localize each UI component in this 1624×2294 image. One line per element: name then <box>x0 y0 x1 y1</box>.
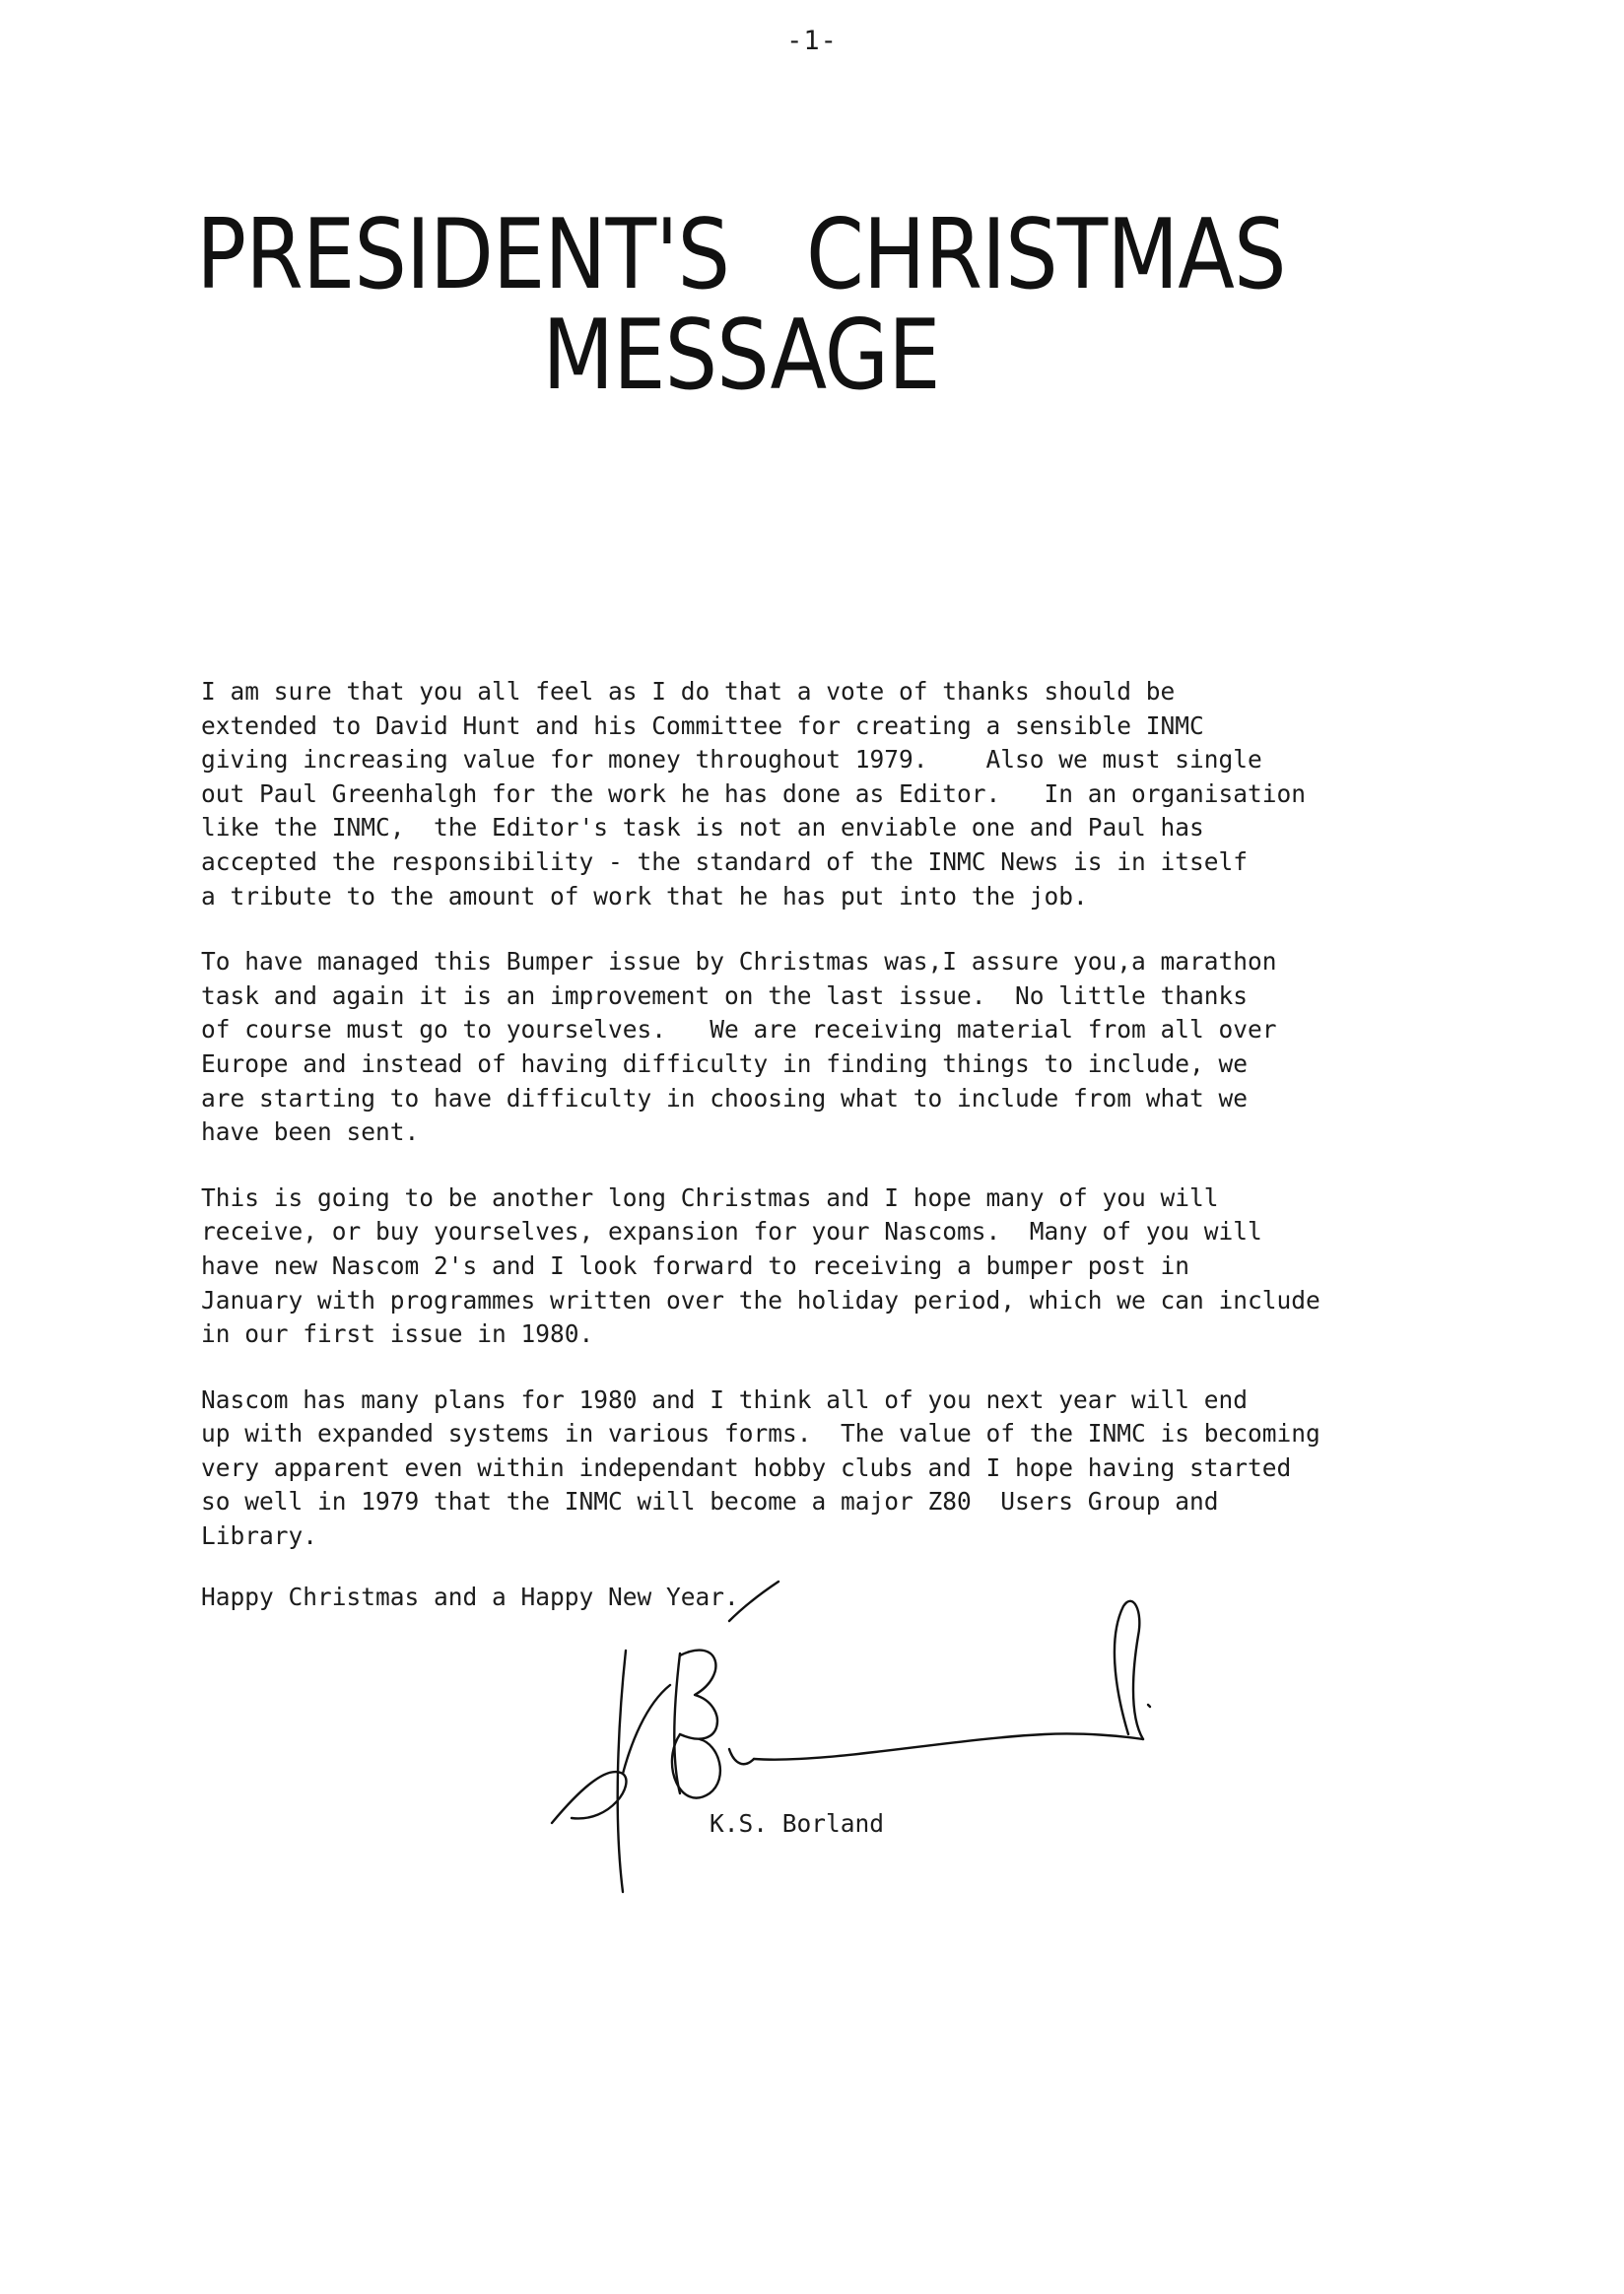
text-line: a tribute to the amount of work that he has put into the job. <box>201 881 1088 911</box>
text-line: accepted the responsibility - the standard of the INMC News is in itself <box>201 846 1249 876</box>
paragraph <box>201 1383 1541 1554</box>
text-line: Europe and instead of having difficulty in finding things to include, we <box>201 1048 1249 1078</box>
text-line: in our first issue in 1980. <box>201 1319 594 1349</box>
title-line-2: MESSAGE <box>542 300 940 412</box>
paragraph <box>201 1181 1541 1352</box>
text-line: have new Nascom 2's and I look forward to receiving a bumper post in <box>201 1250 1190 1280</box>
letter-body <box>201 675 1541 1586</box>
paragraph <box>201 675 1541 913</box>
text-line: up with expanded systems in various forms. The value of the INMC is becoming <box>201 1419 1320 1449</box>
text-line: very apparent even within independant hobby clubs and I hope having started <box>201 1452 1292 1482</box>
text-line: This is going to be another long Christmas and I hope many of you will <box>201 1182 1219 1212</box>
text-line: Nascom has many plans for 1980 and I think all of you next year will end <box>201 1384 1249 1414</box>
text-line: task and again it is an improvement on the last issue. No little thanks <box>201 980 1249 1010</box>
handwritten-signature <box>532 1567 1202 1922</box>
text-line: like the INMC, the Editor's task is not an enviable one and Paul has <box>201 813 1204 843</box>
title-line-1: PRESIDENT'S CHRISTMAS <box>196 199 1286 311</box>
text-line: out Paul Greenhalgh for the work he has done as Editor. In an organisation <box>201 778 1307 808</box>
text-line: so well in 1979 that the INMC will become a major Z80 Users Group and <box>201 1487 1219 1517</box>
text-line: January with programmes written over the holiday period, which we can include <box>201 1285 1320 1315</box>
text-line: receive, or buy yourselves, expansion for your Nascoms. Many of you will <box>201 1217 1262 1247</box>
text-line: extended to David Hunt and his Committee for creating a sensible INMC <box>201 710 1204 740</box>
text-line: are starting to have difficulty in choosing what to include from what we <box>201 1083 1249 1113</box>
text-line: of course must go to yourselves. We are receiving material from all over <box>201 1015 1277 1045</box>
signatory-name: K.S. Borland <box>710 1809 885 1838</box>
text-line: To have managed this Bumper issue by Christmas was,I assure you,a marathon <box>201 947 1277 977</box>
text-line: giving increasing value for money throughout 1979. Also we must single <box>201 745 1262 775</box>
text-line: have been sent. <box>201 1117 420 1147</box>
page-number: -1- <box>786 26 838 56</box>
text-line: Library. <box>201 1521 318 1551</box>
paragraph <box>201 945 1541 1150</box>
text-line: I am sure that you all feel as I do that a vote of thanks should be <box>201 677 1176 706</box>
closing-line: Happy Christmas and a Happy New Year. <box>201 1583 739 1611</box>
page-title <box>148 199 1334 412</box>
